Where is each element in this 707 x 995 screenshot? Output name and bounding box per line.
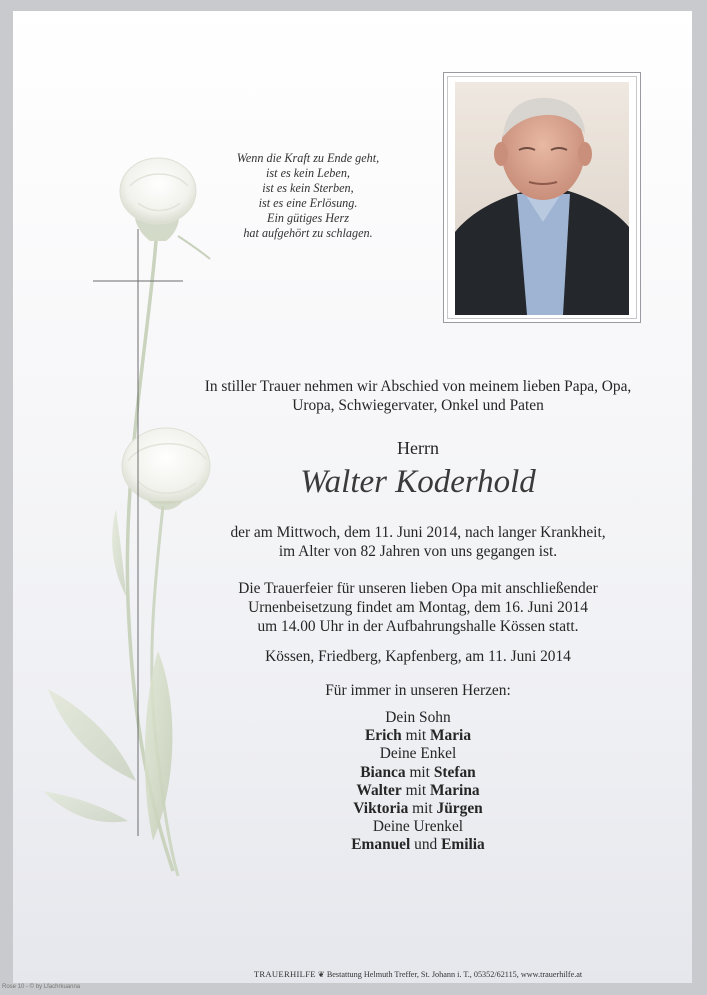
intro-line: Uropa, Schwiegervater, Onkel und Paten [292, 397, 544, 414]
family-list [163, 709, 673, 855]
footer-text: Bestattung Helmuth Treffer, St. Johann i. T., 05352/62115, www.trauerhilfe.at [326, 970, 583, 979]
salutation: Herrn [397, 438, 439, 458]
death-details [163, 523, 673, 561]
portrait-photo [455, 82, 629, 315]
family-name: Stefan [433, 763, 476, 781]
grandchild-line [163, 800, 673, 818]
son-line [163, 727, 673, 745]
poem [193, 151, 423, 242]
obituary-card [13, 11, 692, 983]
family-name: Viktoria [353, 800, 409, 818]
poem-line: Wenn die Kraft zu Ende geht, [236, 151, 380, 165]
family-name: Maria [429, 727, 472, 745]
family-name: Jürgen [436, 800, 483, 818]
connector: mit [409, 763, 430, 781]
ceremony-line: Urnenbeisetzung findet am Montag, dem 16. Juni 2014 [248, 599, 588, 616]
details-line: im Alter von 82 Jahren von uns gegangen ist. [278, 543, 558, 560]
ceremony-info [163, 579, 673, 636]
footer-brand: TRAUERHILFE [253, 969, 316, 979]
grandchild-line [163, 782, 673, 800]
connector: mit [405, 781, 427, 799]
intro-line: In stiller Trauer nehmen wir Abschied von meinem lieben Papa, Opa, [204, 378, 632, 395]
portrait-frame [443, 72, 641, 323]
family-name: Emilia [441, 836, 485, 854]
connector: mit [405, 727, 427, 745]
grandchild-line [163, 764, 673, 782]
grandchildren-heading: Deine Enkel [379, 745, 457, 763]
family-name: Emanuel [351, 836, 411, 854]
great-grandchild-line [163, 836, 673, 854]
forever-line: Für immer in unseren Herzen: [325, 682, 511, 699]
poem-line: ist es kein Leben, [266, 166, 350, 181]
great-grandchildren-heading: Deine Urenkel [372, 818, 464, 836]
family-name: Erich [364, 727, 402, 745]
family-name: Walter [356, 781, 402, 799]
flower-icon: ❦ [317, 970, 325, 979]
family-name: Marina [429, 781, 480, 799]
place-date: Kössen, Friedberg, Kapfenberg, am 11. Juni 2014 [265, 648, 571, 665]
poem-line: Ein gütiges Herz [267, 211, 349, 226]
son-heading: Dein Sohn [385, 709, 451, 726]
intro-text [163, 377, 673, 415]
connector: und [414, 836, 438, 854]
ceremony-line: Die Trauerfeier für unseren lieben Opa mit anschließender [238, 580, 598, 597]
family-name: Bianca [360, 763, 406, 781]
footer [163, 969, 673, 979]
poem-line: ist es kein Sterben, [262, 181, 354, 196]
poem-line: hat aufgehört zu schlagen. [243, 226, 373, 241]
ceremony-line: um 14.00 Uhr in der Aufbahrungshalle Kössen statt. [257, 618, 579, 635]
details-line: der am Mittwoch, dem 11. Juni 2014, nach langer Krankheit, [230, 524, 606, 541]
corner-note: Rose 10 - © by Lfachrkuanna [2, 984, 81, 990]
connector: mit [412, 800, 433, 818]
deceased-name: Walter Koderhold [300, 464, 536, 500]
poem-line: ist es eine Erlösung. [258, 196, 358, 211]
